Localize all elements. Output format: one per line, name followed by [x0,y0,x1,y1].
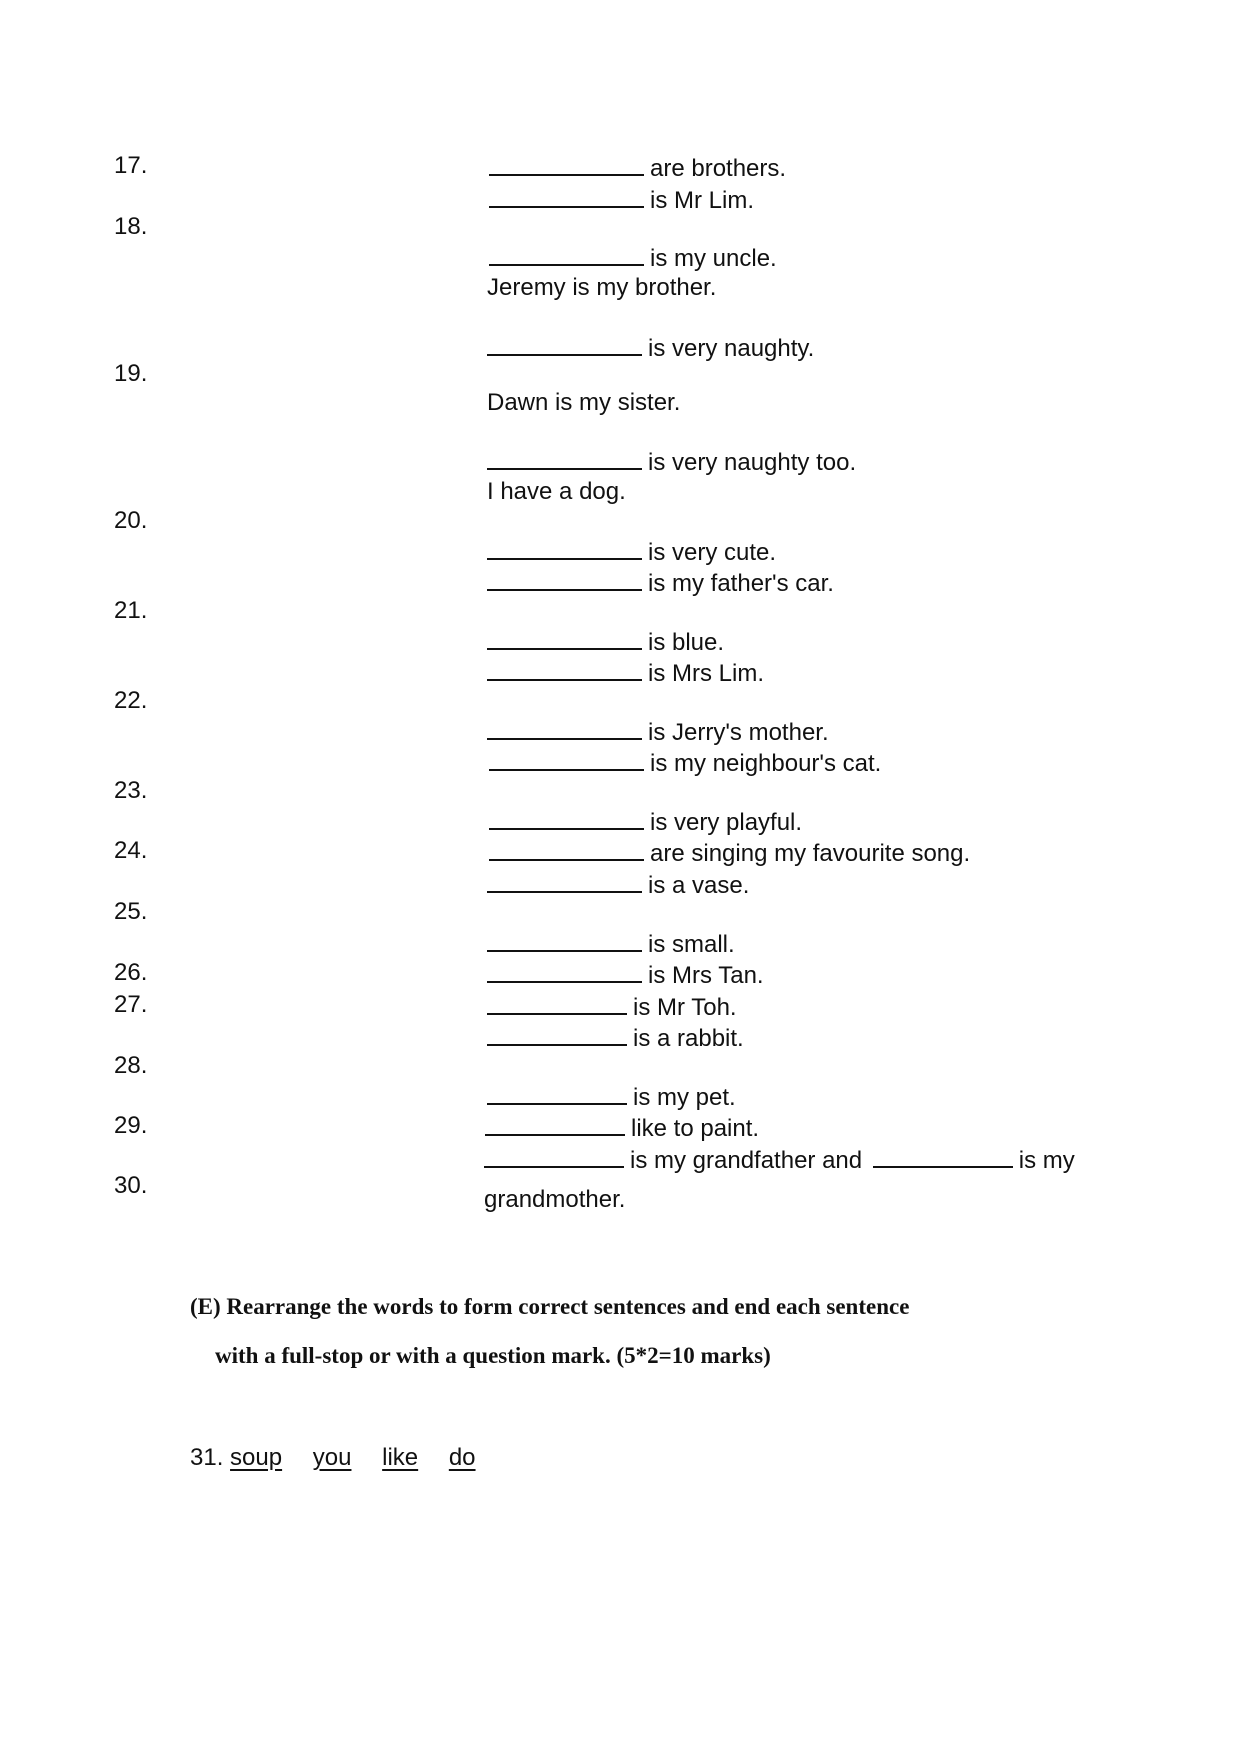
question-number: 24. [114,837,148,864]
section-e-heading-continued: with a full-stop or with a question mark. (5*2=10 marks) [215,1343,771,1368]
sentence-line [489,806,802,837]
question-number: 30. [114,1172,148,1199]
sentence-text: is a vase. [648,872,750,899]
answer-blank[interactable] [484,1144,624,1168]
section-e-heading: (E) Rearrange the words to form correct sentences and end each sentence [190,1294,910,1319]
question-number: 22. [114,687,148,714]
sentence-text: is my grandfather and [630,1147,863,1174]
sentence-line [487,869,749,900]
answer-blank[interactable] [489,152,644,176]
question-number: 20. [114,507,148,534]
answer-blank[interactable] [487,991,627,1015]
sentence-line [487,332,814,363]
sentence-text: is my father's car. [648,570,834,597]
sentence-text: is Mr Toh. [633,994,737,1021]
sentence-line [485,1112,759,1143]
sentence-text: is small. [648,931,735,958]
sentence-text: is my uncle. [650,245,777,272]
sentence-text: Jeremy is my brother. [487,274,717,301]
sentence-text: is my [1018,1147,1075,1174]
answer-blank[interactable] [489,242,644,266]
answer-blank[interactable] [487,928,642,952]
sentence-line [487,657,764,688]
question-number: 31. [190,1444,224,1471]
sentence-text: are brothers. [650,155,787,182]
sentence-text: is my neighbour's cat. [650,750,882,777]
answer-blank[interactable] [487,446,642,470]
sentence-line [484,1144,1075,1175]
sentence-line [487,446,856,477]
answer-blank[interactable] [487,869,642,893]
sentence-text: grandmother. [484,1186,626,1213]
sentence-text: is my pet. [633,1084,736,1111]
sentence-text: is very naughty too. [648,449,857,476]
word-tile: soup [230,1444,283,1471]
sentence-line [487,274,716,302]
answer-blank[interactable] [487,657,642,681]
sentence-line [487,1022,744,1053]
question-31 [190,1444,500,1472]
question-number: 27. [114,991,148,1018]
answer-blank[interactable] [489,747,644,771]
answer-blank[interactable] [487,959,642,983]
sentence-line [489,242,777,273]
answer-blank[interactable] [873,1144,1013,1168]
question-number: 28. [114,1052,148,1079]
sentence-text: Dawn is my sister. [487,389,681,416]
question-number: 25. [114,898,148,925]
word-tile: you [312,1444,352,1471]
question-number: 21. [114,597,148,624]
question-number: 23. [114,777,148,804]
sentence-line [489,747,881,778]
answer-blank[interactable] [487,626,642,650]
sentence-line [487,626,724,657]
sentence-text: I have a dog. [487,478,626,505]
answer-blank[interactable] [487,567,642,591]
sentence-line [487,536,776,567]
sentence-text: is Jerry's mother. [648,719,829,746]
sentence-line [487,478,626,506]
answer-blank[interactable] [487,332,642,356]
answer-blank[interactable] [489,184,644,208]
sentence-line [487,991,737,1022]
word-tile: like [382,1444,419,1471]
sentence-text: is Mr Lim. [650,187,754,214]
sentence-line [489,152,786,183]
sentence-text: is very playful. [650,809,803,836]
answer-blank[interactable] [487,536,642,560]
answer-blank[interactable] [487,1081,627,1105]
answer-blank[interactable] [487,716,642,740]
sentence-text: is very naughty. [648,335,815,362]
sentence-line [487,928,735,959]
sentence-line [487,716,829,747]
sentence-text: are singing my favourite song. [650,840,971,867]
sentence-line [484,1186,625,1214]
sentence-line [487,1081,736,1112]
sentence-line [487,567,834,598]
answer-blank[interactable] [485,1112,625,1136]
sentence-text: is Mrs Tan. [648,962,764,989]
sentence-text: is a rabbit. [633,1025,744,1052]
question-number: 29. [114,1112,148,1139]
question-number: 18. [114,213,148,240]
word-tile: do [448,1444,476,1471]
sentence-line [487,389,680,417]
question-number: 19. [114,360,148,387]
question-number: 26. [114,959,148,986]
answer-blank[interactable] [489,806,644,830]
sentence-line [489,184,754,215]
answer-blank[interactable] [487,1022,627,1046]
sentence-line [487,959,764,990]
question-number: 17. [114,152,148,179]
answer-blank[interactable] [489,837,644,861]
sentence-text: is Mrs Lim. [648,660,764,687]
sentence-text: is very cute. [648,539,777,566]
sentence-line [489,837,970,868]
sentence-text: like to paint. [631,1115,760,1142]
sentence-text: is blue. [648,629,725,656]
